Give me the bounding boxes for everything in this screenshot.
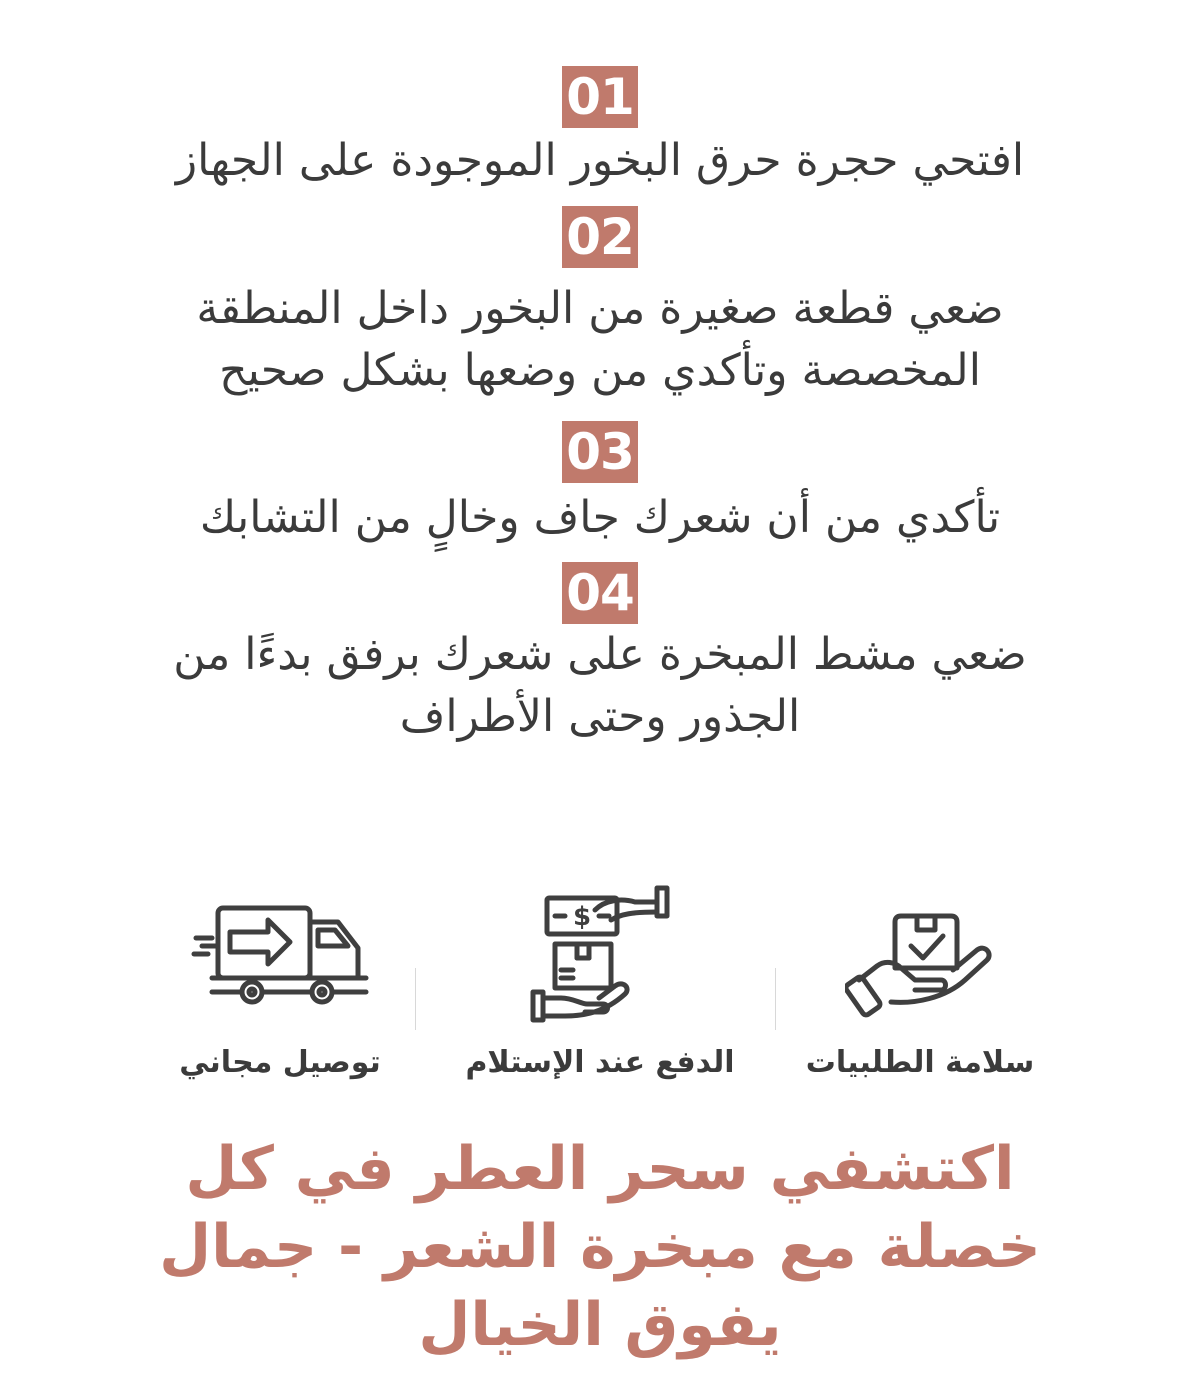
svg-text:$: $ [572, 902, 592, 932]
step-number-badge: 02 [562, 206, 638, 268]
tagline: اكتشفي سحر العطر في كل خصلة مع مبخرة الشعر - جمال يفوق الخيال [159, 1134, 1041, 1360]
feature-label: الدفع عند الإستلام [465, 1045, 735, 1080]
feature-cash-on-delivery [440, 880, 760, 1100]
step-2 [0, 206, 1200, 402]
step-number-badge: 04 [562, 562, 638, 624]
step-1 [0, 66, 1200, 192]
feature-label: توصيل مجاني [179, 1045, 381, 1080]
step-text: ضعي مشط المبخرة على شعرك برفق بدءًا من الجذور وحتى الأطراف [173, 629, 1027, 742]
divider [415, 968, 416, 1030]
step-text: افتحي حجرة حرق البخور الموجودة على الجهاز [175, 135, 1025, 186]
feature-free-delivery [120, 880, 440, 1100]
cash-on-delivery-icon [525, 880, 675, 1030]
step-number-badge: 03 [562, 421, 638, 483]
step-number-badge: 01 [562, 66, 638, 128]
step-text: ضعي قطعة صغيرة من البخور داخل المنطقة المخصصة وتأكدي من وضعها بشكل صحيح [196, 283, 1004, 396]
step-4 [0, 562, 1200, 748]
feature-label: سلامة الطلبيات [805, 1045, 1035, 1080]
safe-package-hand-icon [845, 880, 995, 1030]
features-row [120, 880, 1080, 1100]
step-text: تأكدي من أن شعرك جاف وخالٍ من التشابك [199, 492, 1001, 543]
step-3 [0, 421, 1200, 549]
delivery-truck-icon [190, 880, 370, 1010]
feature-order-safety [760, 880, 1080, 1100]
